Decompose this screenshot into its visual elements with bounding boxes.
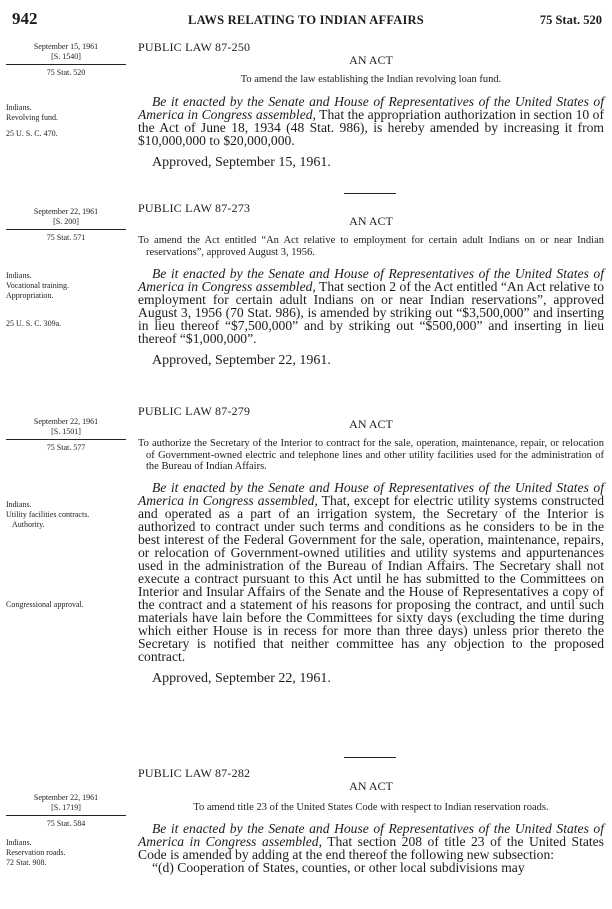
- approval-line: Approved, September 15, 1961.: [152, 154, 331, 170]
- margin-note: Appropriation.: [6, 291, 54, 300]
- margin-stat: 75 Stat. 584: [6, 815, 126, 829]
- margin-bill: [S. 200]: [53, 217, 79, 226]
- public-law-section: [138, 404, 604, 687]
- act-purpose: To amend the Act entitled “An Act relative to employment for certain adult Indians on or near Indian reservations”, approved August 3, 1956.: [138, 235, 604, 258]
- margin-note: Indians.: [6, 838, 32, 847]
- margin-note: Indians.: [6, 103, 32, 112]
- running-title: LAWS RELATING TO INDIAN AFFAIRS: [188, 13, 424, 27]
- margin-note: Reservation roads.: [6, 848, 66, 857]
- enacting-clause: Be it enacted by the Senate and House of Representatives of the United States of America in Congress assembled,: [138, 93, 604, 122]
- public-law-section: [138, 40, 604, 171]
- margin-note: Indians.: [6, 500, 32, 509]
- an-act-heading: AN ACT: [349, 53, 393, 67]
- margin-subject-notes: [6, 500, 118, 530]
- margin-citation: 25 U. S. C. 309a.: [6, 319, 62, 328]
- public-law-title: PUBLIC LAW 87-250: [138, 40, 251, 54]
- enacting-clause: Be it enacted by the Senate and House of Representatives of the United States of America in Congress assembled,: [138, 479, 604, 508]
- enacting-clause: Be it enacted by the Senate and House of Representatives of the United States of America in Congress assembled,: [138, 820, 604, 849]
- margin-note: Vocational training.: [6, 281, 69, 290]
- public-law-title: PUBLIC LAW 87-282: [138, 766, 251, 780]
- act-continuation: “(d) Cooperation of States, counties, or other local subdivisions may: [152, 859, 525, 875]
- enacting-clause: Be it enacted by the Senate and House of Representatives of the United States of America in Congress assembled,: [138, 266, 604, 294]
- an-act-heading: AN ACT: [349, 417, 393, 431]
- act-body: [138, 822, 604, 861]
- act-text: That section 208 of title 23 of the United States Code is amended by adding at the end thereof the following new subsection:: [138, 833, 604, 862]
- margin-note: Indians.: [6, 271, 32, 280]
- margin-subject-notes: [6, 103, 126, 139]
- act-body: [138, 95, 604, 147]
- margin-date: September 22, 1961: [33, 207, 99, 216]
- act-text: That, except for electric utility systems constructed and operated as a part of an irrigation system, the Secretary of the Interior is authorized to contract under such terms and conditions as he considers to be in the best interest of the Federal Government for the sale, operation, maintenance, repairs, or relocation of Government-owned utilities and utility systems and appurtenances used in the administration of the Bureau of Indian Affairs. The Secretary shall not execute a contract pursuant to this Act until he has submitted to the Committees on Interior and Insular Affairs of the Senate and the House of Representatives a copy of the contract and a statement of his reasons for proposing the contract, and until such materials have lain before the Committees for sixty days (excluding the time during which either House is in recess for more than three days) unless prior thereto the Secretary is notified that neither committee has any objection to the proposed contract.: [138, 492, 604, 664]
- margin-note-block: [6, 42, 126, 78]
- act-body: [138, 481, 604, 663]
- act-text: That section 2 of the Act entitled “An Act relative to employment for certain adult Indians on or near Indian reservations”, approved August 3, 1956 (70 Stat. 986), is amended by striking out “$3,500,000” and inserting in lieu thereof “$7,500,000” and by striking out “$500,000” and inserting in lieu thereof “$1,000,000”.: [138, 279, 604, 346]
- margin-stat: 75 Stat. 577: [6, 439, 126, 453]
- margin-bill: [S. 1540]: [51, 52, 81, 61]
- margin-note: 72 Stat. 908.: [6, 858, 47, 867]
- act-text: That the appropriation authorization in section 10 of the Act of June 18, 1934 (48 Stat. 986), is hereby amended by increasing it from $10,000,000 to $20,000,000.: [138, 106, 604, 148]
- margin-date: September 22, 1961: [33, 417, 99, 426]
- public-law-title: PUBLIC LAW 87-279: [138, 404, 251, 418]
- margin-citation: 25 U. S. C. 470.: [6, 129, 58, 138]
- margin-bill: [S. 1719]: [51, 803, 81, 812]
- section-divider: [344, 757, 396, 758]
- act-body: [138, 267, 604, 345]
- public-law-title: PUBLIC LAW 87-273: [138, 201, 251, 215]
- approval-line: Approved, September 22, 1961.: [152, 353, 331, 368]
- an-act-heading: AN ACT: [349, 779, 393, 793]
- margin-note-block: [6, 417, 126, 453]
- margin-stat: 75 Stat. 571: [6, 229, 126, 243]
- margin-note-block: [6, 207, 126, 243]
- margin-bill: [S. 1501]: [51, 427, 81, 436]
- margin-subject-notes: [6, 600, 118, 610]
- public-law-section: [138, 201, 604, 369]
- stat-reference: 75 Stat. 520: [539, 13, 602, 27]
- approval-line: Approved, September 22, 1961.: [152, 670, 331, 686]
- an-act-heading: AN ACT: [349, 214, 393, 228]
- page-number: 942: [12, 9, 38, 28]
- margin-subject-notes: [6, 271, 126, 329]
- margin-stat: 75 Stat. 520: [6, 64, 126, 78]
- act-purpose: To amend title 23 of the United States Code with respect to Indian reservation roads.: [193, 802, 549, 813]
- margin-subject-notes: [6, 838, 126, 868]
- section-divider: [344, 193, 396, 194]
- margin-date: September 22, 1961: [33, 793, 99, 802]
- act-purpose: To amend the law establishing the Indian revolving loan fund.: [240, 74, 502, 85]
- running-head: [0, 9, 612, 33]
- act-purpose: To authorize the Secretary of the Interior to contract for the sale, operation, maintenance, repair, or relocation of Government-owned electric and telephone lines and other utility facilities used for the administration of the Bureau of Indian Affairs.: [138, 438, 604, 472]
- margin-note-block: [6, 793, 126, 829]
- margin-note: Congressional approval.: [6, 600, 84, 609]
- margin-note: Revolving fund.: [6, 113, 58, 122]
- margin-date: September 15, 1961: [33, 42, 99, 51]
- public-law-section: [138, 766, 604, 874]
- margin-note: Authority.: [12, 520, 45, 529]
- margin-note: Utility facilities contracts.: [6, 510, 90, 519]
